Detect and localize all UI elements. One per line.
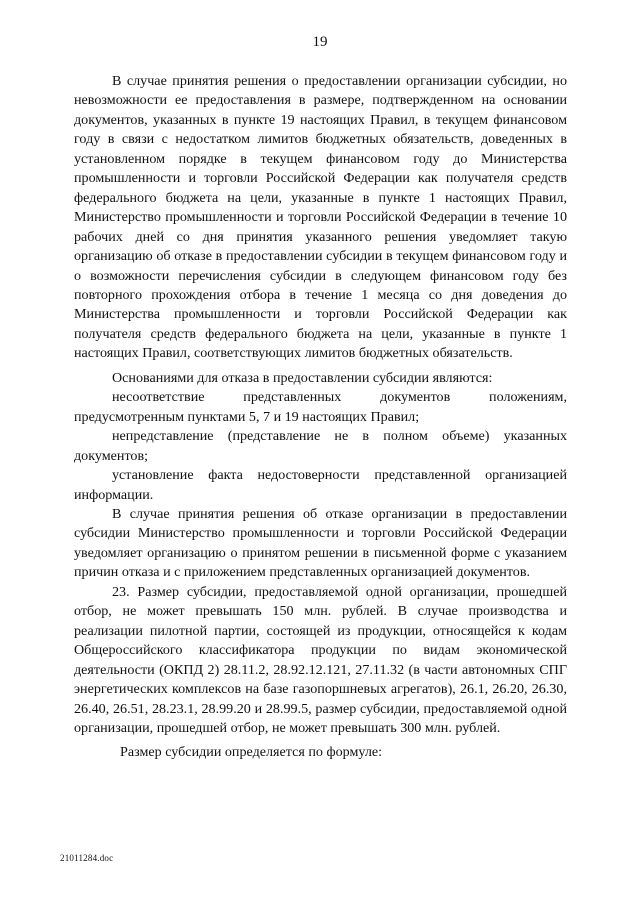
paragraph-refusal-notification: В случае принятия решения об отказе организации в предоставлении субсидии Министерство промышленности и торговли Российской Федерации уведомляет организацию о принятом решении в письменной форме с указанием причин отказа и с приложением представленных организацией документов. xyxy=(74,505,567,581)
paragraph-clause-23-subsidy-size: 23. Размер субсидии, предоставляемой одной организации, прошедшей отбор, не может превышать 150 млн. рублей. В случае производства и реализации пилотной партии, состоящей из продукции, относящейся к кодам Общероссийского классификатора продукции по видам экономической деятельности (ОКПД 2) 28.11.2, 28.92.12.121, 27.11.32 (в части автономных СПГ энергетических комплексов на базе газопоршневых агрегатов), 26.1, 26.20, 26.30, 26.40, 26.51, 28.23.1, 28.99.20 и 28.99.5, размер субсидии, предоставляемой одной организации, прошедшей отбор, не может превышать 300 млн. рублей. xyxy=(74,583,567,736)
paragraph-formula-intro: Размер субсидии определяется по формуле: xyxy=(120,744,383,761)
paragraph-insufficient-limits: В случае принятия решения о предоставлении организации субсидии, но невозможности ее предоставления в размере, подтвержденном на основании документов, указанных в пункте 19 настоящих Правил, в текущем финансовом году в связи с недостатком лимитов бюджетных обязательств, доведенных в установленном порядке в текущем финансовом году до Министерства промышленности и торговли Российской Федерации как получателя средств федерального бюджета на цели, указанные в пункте 1 настоящих Правил, Министерство промышленности и торговли Российской Федерации в течение 10 рабочих дней со дня принятия указанного решения уведомляет такую организацию об отказе в предоставлении субсидии в текущем финансовом году и о возможности перечисления субсидии в следующем финансовом году без повторного прохождения отбора в течение 1 месяца со дня доведения до Министерства промышленности и торговли Российской Федерации как получателя средств федерального бюджета на цели, указанные в пункте 1 настоящих Правил, соответствующих лимитов бюджетных обязательств. xyxy=(74,73,567,362)
paragraph-refusal-ground-noncompliance: несоответствие представленных документов положениям, предусмотренным пунктами 5, 7 и 19 настоящих Правил; xyxy=(74,389,567,425)
page-number: 19 xyxy=(312,34,328,50)
paragraph-refusal-ground-false-info: установление факта недостоверности представленной организацией информации. xyxy=(74,467,567,503)
footer-filename: 21011284.doc xyxy=(60,853,114,863)
paragraph-refusal-ground-nonsubmission: непредставление (представление не в полном объеме) указанных документов; xyxy=(74,428,567,464)
paragraph-refusal-grounds-intro: Основаниями для отказа в предоставлении субсидии являются: xyxy=(112,369,493,386)
document-body xyxy=(74,72,567,763)
